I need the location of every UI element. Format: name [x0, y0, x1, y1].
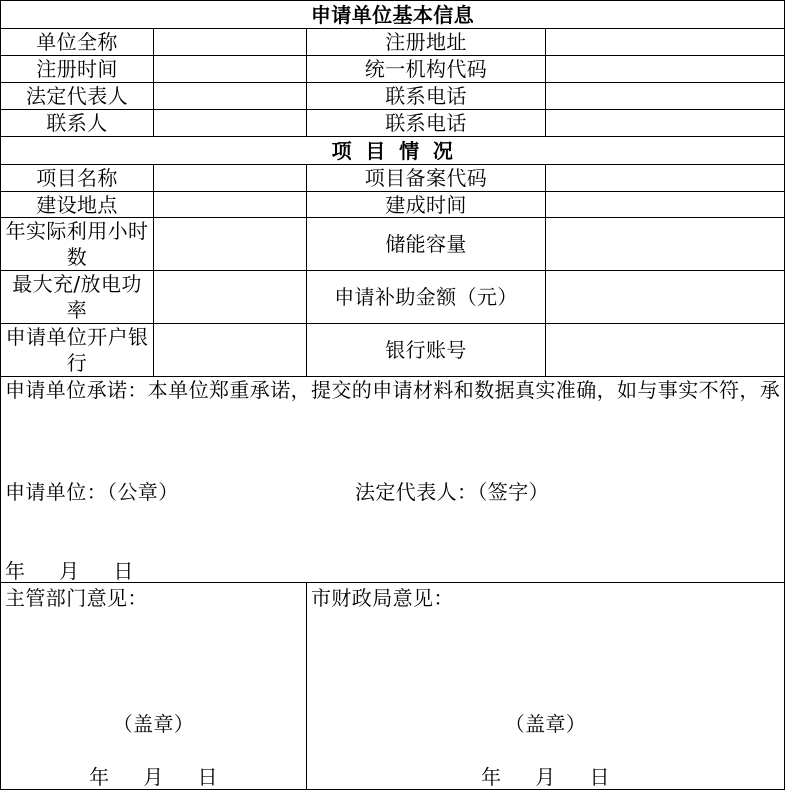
construction-site-field[interactable] — [154, 192, 306, 217]
label-registered-address: 注册地址 — [307, 29, 545, 55]
label-annual-utilization-hours: 年实际利用小时数 — [1, 218, 153, 270]
label-construction-site: 建设地点 — [1, 192, 153, 217]
label-registration-date: 注册时间 — [1, 56, 153, 82]
project-filing-code-field[interactable] — [546, 165, 784, 191]
label-max-charge-discharge-power: 最大充/放电功率 — [1, 271, 153, 323]
contact-phone-field[interactable] — [546, 110, 784, 136]
label-applicant-bank: 申请单位开户银行 — [1, 324, 153, 376]
commitment-date-line: 年 月 日 — [5, 559, 134, 582]
legal-rep-signature-line: 法定代表人：（签字） — [355, 480, 549, 504]
registration-date-field[interactable] — [154, 56, 306, 82]
label-legal-rep-phone: 联系电话 — [307, 83, 545, 109]
subsidy-amount-field[interactable] — [546, 271, 784, 323]
project-name-field[interactable] — [154, 165, 306, 191]
label-unit-full-name: 单位全称 — [1, 29, 153, 55]
unit-full-name-field[interactable] — [154, 29, 306, 55]
competent-department-seal: （盖章） — [112, 712, 195, 736]
finance-bureau-opinion-title: 市财政局意见： — [311, 586, 454, 610]
competent-department-opinion-title: 主管部门意见： — [5, 586, 148, 610]
contact-person-field[interactable] — [154, 110, 306, 136]
label-unified-org-code: 统一机构代码 — [307, 56, 545, 82]
label-legal-representative: 法定代表人 — [1, 83, 153, 109]
unified-org-code-field[interactable] — [546, 56, 784, 82]
applicant-bank-field[interactable] — [154, 324, 306, 376]
competent-department-date: 年 月 日 — [89, 765, 218, 789]
commitment-cell[interactable] — [1, 377, 784, 582]
label-storage-capacity: 储能容量 — [307, 218, 545, 270]
label-contact-phone: 联系电话 — [307, 110, 545, 136]
bank-account-field[interactable] — [546, 324, 784, 376]
label-project-filing-code: 项目备案代码 — [307, 165, 545, 191]
completion-date-field[interactable] — [546, 192, 784, 217]
finance-bureau-opinion-cell[interactable] — [307, 583, 784, 789]
label-bank-account: 银行账号 — [307, 324, 545, 376]
legal-representative-field[interactable] — [154, 83, 306, 109]
finance-bureau-date: 年 月 日 — [481, 765, 610, 789]
label-completion-date: 建成时间 — [307, 192, 545, 217]
annual-utilization-hours-field[interactable] — [154, 218, 306, 270]
applicant-seal-line: 申请单位：（公章） — [5, 480, 179, 504]
section-title-applicant-info: 申请单位基本信息 — [1, 1, 784, 28]
storage-capacity-field[interactable] — [546, 218, 784, 270]
commitment-statement: 申请单位承诺：本单位郑重承诺，提交的申请材料和数据真实准确，如与事实不符，承 — [5, 378, 781, 402]
label-subsidy-amount: 申请补助金额（元） — [307, 271, 545, 323]
registered-address-field[interactable] — [546, 29, 784, 55]
competent-department-opinion-cell[interactable] — [1, 583, 306, 789]
finance-bureau-seal: （盖章） — [504, 712, 587, 736]
legal-rep-phone-field[interactable] — [546, 83, 784, 109]
section-title-project-info: 项 目 情 况 — [1, 137, 784, 164]
label-project-name: 项目名称 — [1, 165, 153, 191]
max-charge-discharge-power-field[interactable] — [154, 271, 306, 323]
label-contact-person: 联系人 — [1, 110, 153, 136]
